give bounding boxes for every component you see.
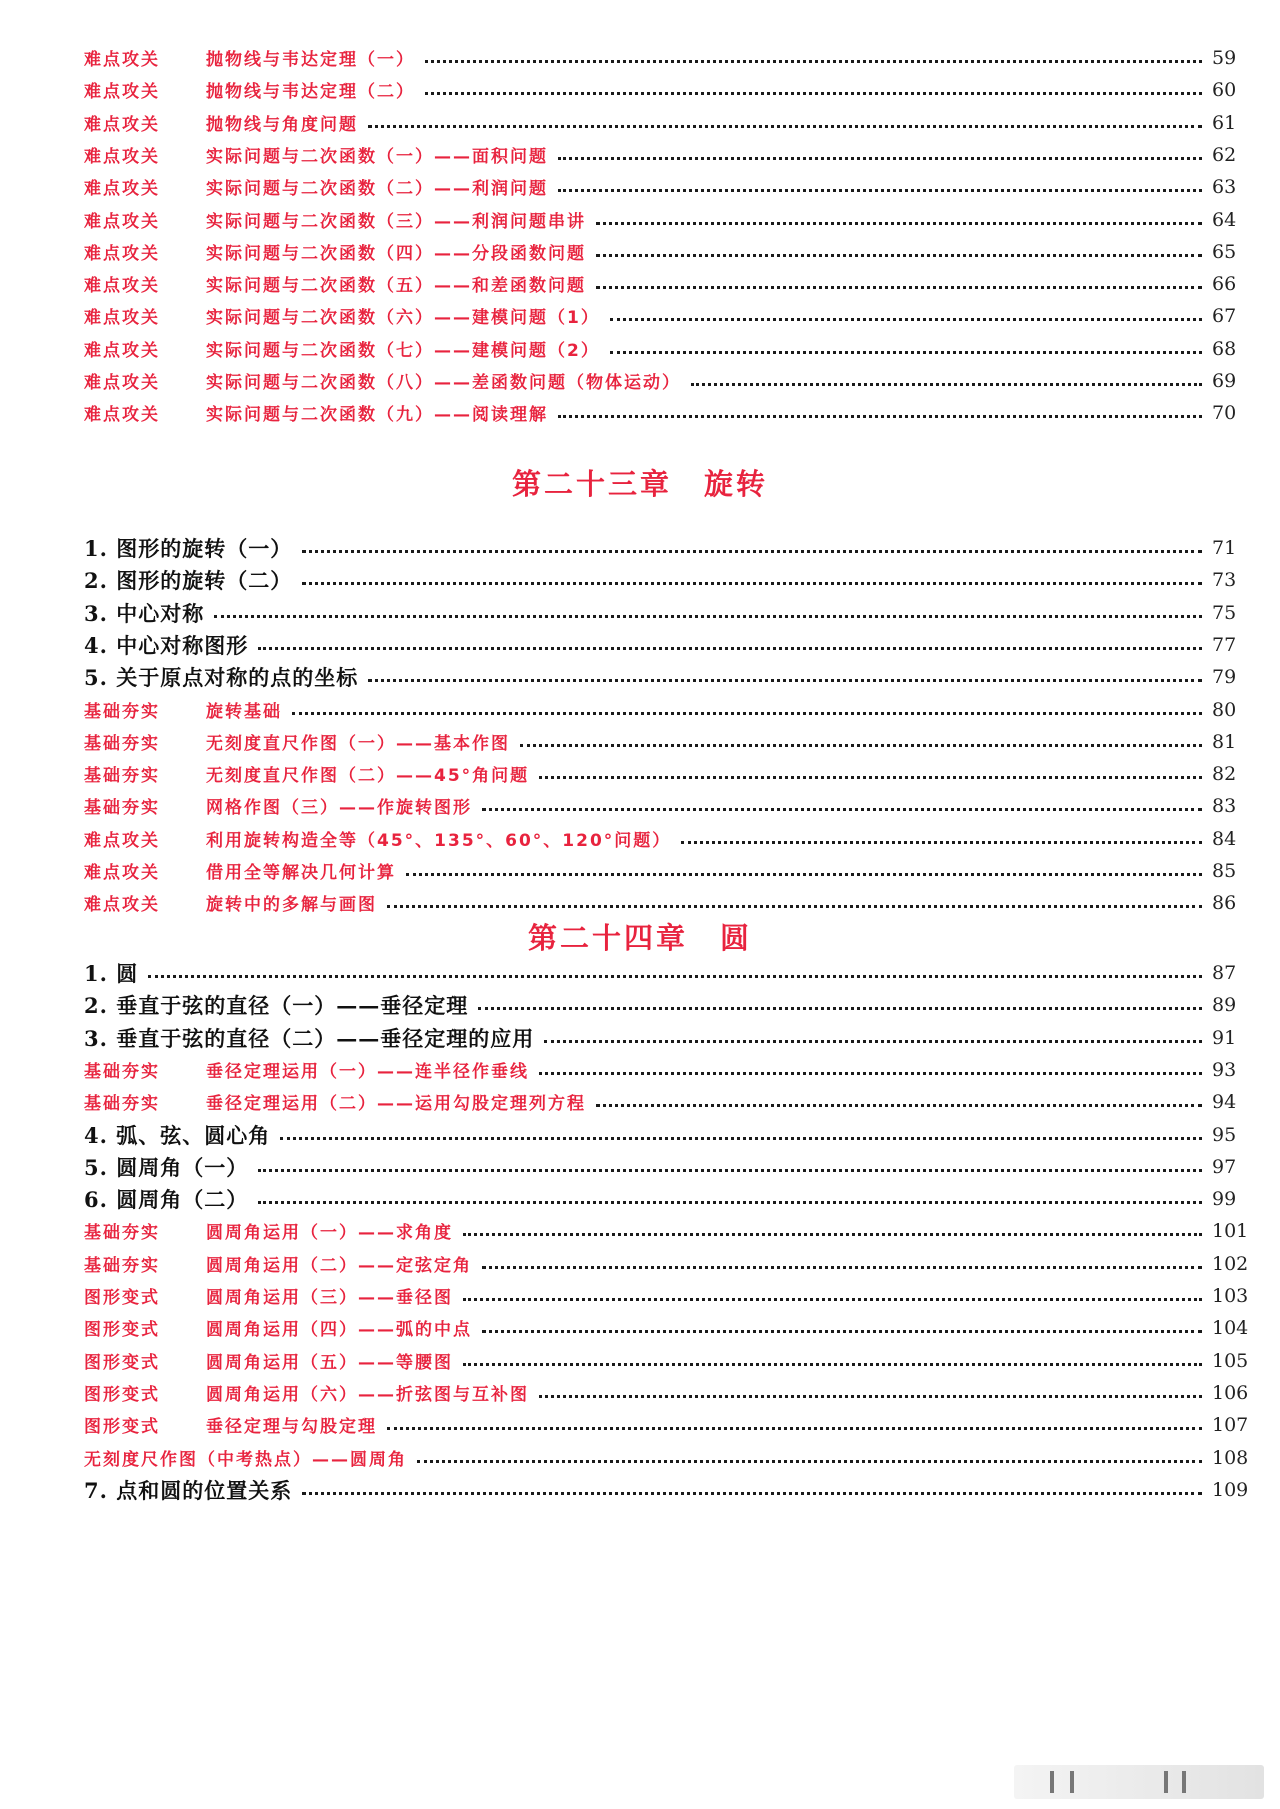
toc-entry [84,885,1246,917]
toc-entry-title: 5. 圆周角（一） [84,1154,249,1180]
toc-entry-page: 79 [1212,666,1237,689]
toc-entry-title: 1. 图形的旋转（一） [84,536,293,561]
dot-leader [387,905,1202,908]
toc-entry-text [84,340,600,363]
toc-entry-category: 难点攻关 [84,276,160,297]
dot-leader [596,286,1202,289]
toc-entry-text [84,1154,249,1181]
toc-entry [84,363,1246,395]
toc-entry-page: 70 [1212,402,1237,425]
toc-entry-text [84,1290,453,1310]
toc-entry-page: 103 [1212,1285,1249,1307]
toc-entry [84,1407,1249,1439]
toc-entry-title: 2. 垂直于弦的直径（一）——垂径定理 [84,993,469,1019]
toc-entry-title: 垂径定理运用（二）——运用勾股定理列方程 [206,1094,586,1115]
toc-entry-title: 利用旋转构造全等（45°、135°、60°、120°问题） [206,830,672,851]
toc-entry-text [84,243,586,266]
toc-entry-category: 难点攻关 [84,373,160,393]
toc-entry-title: 4. 弧、弦、圆心角 [84,1122,271,1148]
toc-entry [84,1310,1249,1342]
toc-entry-page: 105 [1212,1349,1249,1372]
toc-entry [84,659,1246,691]
toc-entry [84,234,1246,266]
toc-entry-page: 73 [1212,569,1237,592]
toc-entry-title: 垂径定理与勾股定理 [206,1417,377,1438]
toc-entry-page: 86 [1212,892,1237,915]
toc-entry-category: 难点攻关 [84,405,160,426]
toc-entry [84,821,1246,853]
toc-entry-title: 圆周角运用（三）——垂径图 [206,1288,453,1308]
toc-entry [84,853,1246,885]
toc-entry [84,1343,1249,1375]
toc-entry [84,137,1246,169]
toc-entry-page: 107 [1212,1414,1249,1437]
toc-entry-text [84,146,548,169]
toc-entry-text [84,310,600,330]
toc-entry-text [84,995,468,1019]
toc-entry-title: 圆周角运用（一）——求角度 [206,1223,453,1244]
toc-entry [84,627,1246,659]
toc-entry-text [84,1025,535,1052]
toc-entry-page: 84 [1212,827,1237,850]
toc-entry-page: 62 [1212,143,1237,166]
toc-entry-page: 65 [1212,240,1237,263]
dot-leader [558,157,1202,160]
toc-entry-page: 71 [1212,537,1237,559]
toc-entry-title: 抛物线与角度问题 [206,114,358,135]
toc-entry [84,1052,1246,1084]
toc-entry-title: 圆周角运用（二）——定弦定角 [206,1255,472,1276]
dot-leader [482,1266,1202,1269]
toc-entry-text [84,1122,271,1149]
dot-leader [214,615,1202,618]
toc-entry-category: 难点攻关 [84,340,160,361]
toc-entry-text [84,800,472,820]
toc-entry-text [84,1384,529,1407]
toc-entry-page: 64 [1212,208,1237,231]
toc-entry-text [84,963,138,987]
dot-leader [539,776,1202,779]
dot-leader [302,1492,1202,1495]
toc-entry [84,1375,1249,1407]
dot-leader [406,873,1202,876]
toc-entry [84,169,1246,201]
toc-entry-category: 难点攻关 [84,830,160,851]
toc-entry-text [84,375,681,395]
dot-leader [258,1201,1202,1204]
toc-entry-title: 5. 关于原点对称的点的坐标 [84,665,359,691]
dot-leader [478,1007,1202,1010]
toc-entry [84,202,1246,234]
toc-entry [84,40,1246,72]
toc-entry-title: 旋转基础 [206,701,282,722]
toc-entry [84,955,1246,987]
toc-entry-page: 101 [1212,1220,1249,1243]
toc-entry-page: 99 [1212,1188,1237,1211]
toc-entry-category: 图形变式 [84,1352,160,1373]
toc-entry-title: 实际问题与二次函数（九）——阅读理解 [206,405,548,426]
toc-entry-title: 圆周角运用（五）——等腰图 [206,1352,453,1373]
toc-entry [84,1278,1249,1310]
dot-leader [558,189,1202,192]
dot-leader [258,1169,1202,1172]
dot-leader [596,254,1202,257]
toc-entry-text [84,114,358,137]
toc-entry-title: 无刻度直尺作图（一）——基本作图 [206,733,510,754]
toc-entry-text [84,768,529,788]
toc-entry-category: 基础夯实 [84,1255,160,1276]
dot-leader [463,1233,1202,1236]
toc-entry-text [84,1096,586,1116]
toc-entry [84,1472,1249,1504]
toc-entry-category: 图形变式 [84,1384,160,1405]
dot-leader [691,383,1202,386]
dot-leader [387,1427,1202,1430]
toc-entry [84,395,1246,427]
toc-entry-title: 旋转中的多解与画图 [206,895,377,916]
toc-entry-category: 图形变式 [84,1320,160,1341]
toc-entry-title: 实际问题与二次函数（八）——差函数问题（物体运动） [206,373,681,393]
toc-entry-category: 图形变式 [84,1417,160,1438]
scan-artifact [1014,1765,1264,1799]
toc-entry [84,331,1246,363]
dot-leader [596,222,1202,225]
toc-entry-text [84,1419,377,1439]
toc-entry-page: 89 [1212,994,1237,1017]
toc-entry [84,530,1246,562]
toc-entry-title: 无刻度尺作图（中考热点）——圆周角 [84,1449,407,1470]
dot-leader [280,1137,1202,1140]
toc-entry-category: 难点攻关 [84,243,160,264]
dot-leader [302,550,1202,553]
toc-entry-category: 图形变式 [84,1288,160,1308]
toc-entry-page: 108 [1212,1446,1249,1469]
toc-entry-page: 61 [1212,111,1237,134]
toc-entry [84,788,1246,820]
toc-entry-text [84,1322,472,1342]
toc-entry-text [84,600,205,627]
toc-entry-text [84,701,282,724]
toc-entry-page: 97 [1212,1155,1237,1178]
toc-entry-category: 难点攻关 [84,211,160,232]
toc-entry [84,1117,1246,1149]
dot-leader [558,415,1202,418]
toc-entry-title: 抛物线与韦达定理（一） [206,50,415,70]
toc-entry-title: 借用全等解决几何计算 [206,863,396,883]
toc-entry-page: 60 [1212,79,1237,102]
toc-entry-title: 1. 圆 [84,961,139,986]
toc-entry-text [84,278,586,298]
toc-entry-page: 63 [1212,176,1237,199]
toc-entry-page: 75 [1212,601,1237,624]
toc-entry-category: 基础夯实 [84,1223,160,1244]
dot-leader [368,679,1202,682]
toc-entry-category: 难点攻关 [84,308,160,329]
toc-entry-title: 抛物线与韦达定理（二） [206,82,415,103]
toc-entry-text [84,181,548,201]
toc-entry-page: 69 [1212,370,1237,392]
dot-leader [539,1395,1202,1398]
toc-entry [84,1440,1249,1472]
toc-entry-text [84,407,548,427]
toc-entry-text [84,667,358,691]
toc-entry-title: 无刻度直尺作图（二）——45°角问题 [206,766,530,787]
toc-entry-category: 难点攻关 [84,179,160,200]
toc-entry-text [84,1449,407,1472]
toc-entry-title: 实际问题与二次函数（五）——和差函数问题 [206,276,586,297]
dot-leader [596,1104,1202,1107]
toc-entry-page: 109 [1212,1478,1249,1501]
toc-entry-title: 3. 垂直于弦的直径（二）——垂径定理的应用 [84,1025,535,1051]
toc-entry-text [84,538,292,562]
dot-leader [425,92,1202,95]
toc-entry-category: 难点攻关 [84,863,160,883]
toc-entry-text [84,1061,529,1084]
toc-entry-category: 基础夯实 [84,1094,160,1115]
toc-entry [84,1149,1246,1181]
dot-leader [681,841,1202,844]
toc-entry-text [84,1255,472,1278]
toc-entry-page: 77 [1212,633,1237,656]
toc-entry-title: 实际问题与二次函数（三）——利润问题串讲 [206,211,586,232]
toc-entry-text [84,865,396,885]
dot-leader [610,351,1202,354]
toc-entry-category: 基础夯实 [84,701,160,722]
toc-entry-title: 实际问题与二次函数（二）——利润问题 [206,179,548,200]
dot-leader [482,1330,1202,1333]
toc-entry-page: 91 [1212,1026,1237,1049]
toc-entry-text [84,1189,248,1213]
dot-leader [148,975,1202,978]
toc-entry-page: 81 [1212,730,1237,753]
toc-entry-title: 圆周角运用（六）——折弦图与互补图 [206,1384,529,1405]
toc-entry-page: 104 [1212,1317,1249,1340]
toc-entry-page: 93 [1212,1058,1237,1081]
toc-entry-page: 66 [1212,273,1237,296]
toc-entry [84,1181,1246,1213]
toc-entry-page: 102 [1212,1252,1249,1275]
toc-entry-title: 3. 中心对称 [84,600,205,626]
toc-entry-title: 圆周角运用（四）——弧的中点 [206,1320,472,1341]
toc-entry-page: 95 [1212,1123,1237,1146]
toc-entry-text [84,84,415,104]
toc-entry-category: 难点攻关 [84,114,160,135]
toc-entry-category: 基础夯实 [84,798,160,819]
toc-entry-category: 基础夯实 [84,1061,160,1082]
dot-leader [544,1040,1202,1043]
dot-leader [258,647,1202,650]
toc-entry [84,72,1246,104]
toc-entry-page: 59 [1212,47,1237,69]
toc-entry-text [84,1225,453,1245]
toc-entry-title: 实际问题与二次函数（六）——建模问题（1） [206,308,600,329]
dot-leader [302,582,1202,585]
dot-leader [417,1460,1202,1463]
dot-leader [610,318,1202,321]
dot-leader [463,1363,1202,1366]
toc-entry-text [84,632,249,659]
toc-entry-text [84,211,586,234]
toc-entry [84,1213,1249,1245]
toc-entry [84,105,1246,137]
toc-entry-category: 基础夯实 [84,766,160,787]
toc-entry-page: 67 [1212,305,1237,328]
toc-entry-text [84,52,415,72]
toc-entry-title: 2. 图形的旋转（二） [84,568,293,594]
toc-entry-title: 6. 圆周角（二） [84,1187,249,1213]
toc-entry-category: 基础夯实 [84,733,160,754]
chapter-heading-24: 第二十四章 圆 [527,921,752,955]
toc-entry-category: 难点攻关 [84,895,160,916]
toc-entry-text [84,1352,453,1375]
toc-entry-text [84,1477,293,1504]
chapter-heading-23: 第二十三章 旋转 [511,467,768,501]
toc-entry-page: 83 [1212,795,1237,818]
toc-entry [84,595,1246,627]
toc-entry [84,692,1246,724]
toc-entry-text [84,830,672,853]
toc-entry-page: 80 [1212,698,1237,721]
toc-entry-page: 87 [1212,962,1237,984]
toc-entry-category: 难点攻关 [84,82,160,103]
toc-entry-page: 94 [1212,1091,1237,1114]
dot-leader [520,744,1202,747]
dot-leader [463,1298,1202,1301]
toc-entry [84,298,1246,330]
toc-entry [84,562,1246,594]
toc-entry-title: 实际问题与二次函数（四）——分段函数问题 [206,243,586,264]
dot-leader [425,60,1202,63]
toc-entry [84,1084,1246,1116]
toc-entry-page: 85 [1212,860,1237,882]
toc-entry [84,266,1246,298]
dot-leader [482,808,1202,811]
dot-leader [539,1072,1202,1075]
toc-entry [84,756,1246,788]
toc-entry-title: 7. 点和圆的位置关系 [84,1477,293,1503]
toc-entry-text [84,897,377,917]
toc-entry-text [84,570,292,594]
toc-entry-title: 网格作图（三）——作旋转图形 [206,798,472,819]
toc-entry-category: 难点攻关 [84,50,160,70]
toc-entry-title: 实际问题与二次函数（一）——面积问题 [206,146,548,167]
toc-entry [84,987,1246,1019]
toc-entry-page: 106 [1212,1381,1249,1404]
toc-entry-page: 82 [1212,763,1237,786]
dot-leader [292,712,1202,715]
dot-leader [368,125,1202,128]
toc-entry [84,724,1246,756]
toc-entry-title: 实际问题与二次函数（七）——建模问题（2） [206,340,600,361]
toc-entry-title: 4. 中心对称图形 [84,632,249,658]
toc-entry-title: 垂径定理运用（一）——连半径作垂线 [206,1061,529,1082]
toc-entry-page: 68 [1212,337,1237,360]
toc-entry-text [84,733,510,756]
toc-entry [84,1020,1246,1052]
toc-entry [84,1246,1249,1278]
toc-entry-category: 难点攻关 [84,146,160,167]
